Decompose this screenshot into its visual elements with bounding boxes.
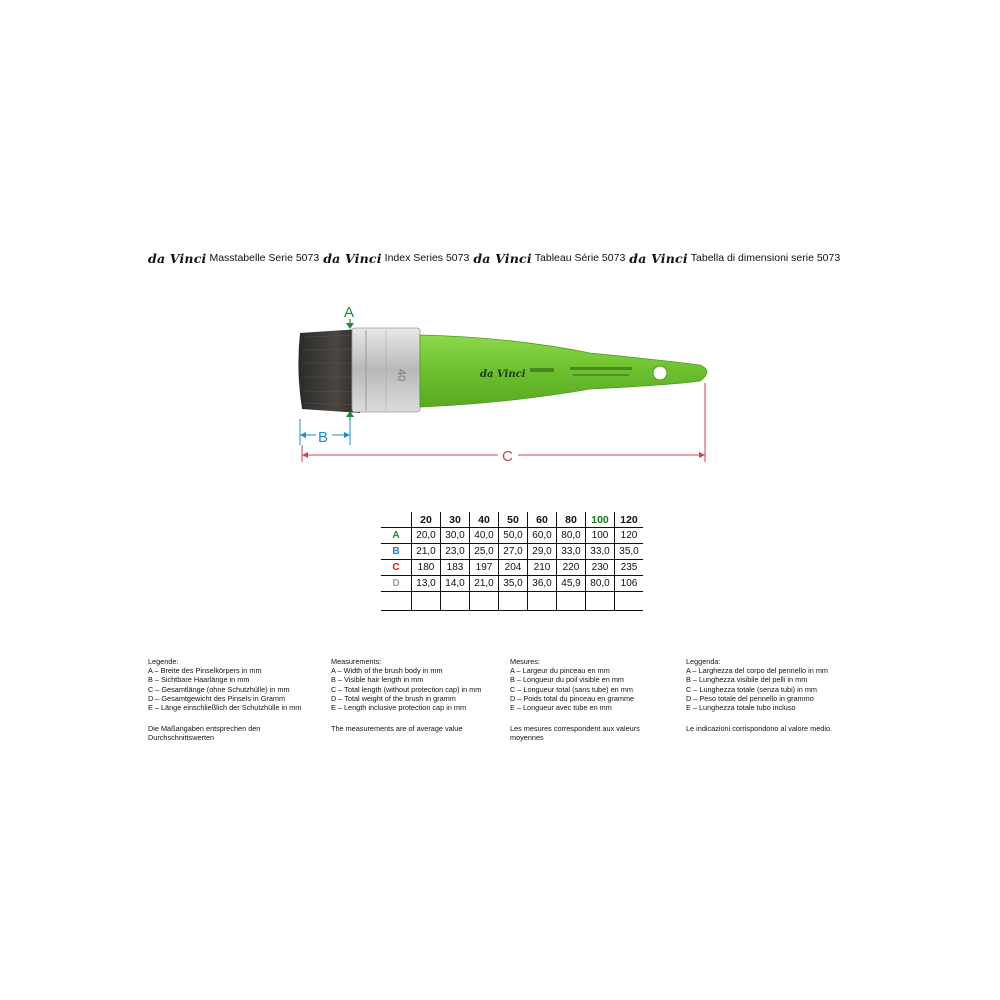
legend-line: B – Visible hair length in mm [331,675,424,685]
legend-line: A – Larghezza del corpo del pennello in mm [686,666,828,676]
table-cell: 50,0 [499,528,528,544]
table-cell: 20,0 [412,528,441,544]
table-cell: 33,0 [586,544,615,560]
table-cell: 45,9 [557,576,586,592]
handle-print-marks [573,374,629,376]
table-row [381,576,643,592]
table-cell: 100 [586,528,615,544]
legend-title: Leggenda: [686,657,721,666]
legend-note: Le indicazioni corrispondono al valore medio. [686,724,833,734]
size-header: 50 [499,512,528,528]
brush-diagram [290,295,720,470]
size-header: 20 [412,512,441,528]
legend-line: E – Longueur avec tube en mm [510,703,612,713]
table-cell: 35,0 [499,576,528,592]
table-cell: 13,0 [412,576,441,592]
header-segment-de: Masstabelle Serie 5073 [209,252,320,264]
legend-line: A – Breite des Pinselkörpers in mm [148,666,262,676]
table-cell: 204 [499,560,528,576]
table-cell-empty [499,592,528,611]
table-cell: 197 [470,560,499,576]
table-cell: 60,0 [528,528,557,544]
table-cell: 21,0 [470,576,499,592]
table-cell: 30,0 [441,528,470,544]
legend-line: A – Largeur du pinceau en mm [510,666,610,676]
dimension-label-a: A [344,304,355,321]
table-cell-empty [381,592,412,611]
legend-line: C – Gesamtlänge (ohne Schutzhülle) in mm [148,684,290,694]
legend-line: A – Width of the brush body in mm [331,666,443,676]
brand-logo: da Vinci [473,250,532,266]
table-row [381,528,643,544]
table-cell: 25,0 [470,544,499,560]
legend-note: The measurements are of average value [331,724,463,734]
table-cell: 35,0 [615,544,644,560]
table-cell: 23,0 [441,544,470,560]
legend-line: E – Länge einschließlich der Schutzhülle in mm [148,703,302,713]
legend-line: C – Longueur total (sans tube) en mm [510,684,633,694]
legend-line: B – Lunghezza visibile del pelli in mm [686,675,808,685]
handle-print-marks [570,367,632,370]
table-cell: 120 [615,528,644,544]
header-segment-it: Tabella di dimensioni serie 5073 [690,252,841,264]
table-cell-empty [470,592,499,611]
handle-brand: da Vinci [480,369,526,380]
legend-line: C – Lunghezza totale (senza tubi) in mm [686,684,818,694]
table-cell-empty [412,592,441,611]
header-segment-en: Index Series 5073 [384,252,470,264]
size-header: 120 [615,512,644,528]
size-table [381,512,643,611]
handle-print-marks [530,368,554,372]
table-cell: 80,0 [557,528,586,544]
table-cell: 210 [528,560,557,576]
row-label: B [381,544,412,560]
legend-line: B – Longueur du poil visible en mm [510,675,624,685]
ferrule-size-mark: 40 [395,369,407,382]
size-header: 60 [528,512,557,528]
handle-hang-hole [653,366,667,380]
table-cell: 183 [441,560,470,576]
legend-line: D – Total weight of the brush in gramm [331,693,456,703]
table-cell: 220 [557,560,586,576]
legend-line: D – Gesamtgewicht des Pinsels in Gramm [148,693,286,703]
size-header: 40 [470,512,499,528]
table-cell: 36,0 [528,576,557,592]
size-header: 100 [586,512,615,528]
legend-line: D – Poids total du pinceau en gramme [510,693,635,703]
legend-line: B – Sichtbare Haarlänge in mm [148,675,250,685]
brush-hair [298,329,360,413]
table-cell: 80,0 [586,576,615,592]
legend-note: Les mesures correspondent aux valeurs moyennes [510,724,640,743]
table-cell-empty [557,592,586,611]
size-table-wrapper [381,512,643,611]
header-segment-fr: Tableau Série 5073 [534,252,626,264]
brand-logo: da Vinci [148,250,207,266]
dimension-label-c: C [502,448,513,465]
legend-line: E – Lunghezza totale tubo incluso [686,703,796,713]
table-empty-row [381,592,643,611]
legend-line: D – Peso totale del pennello in grammo [686,693,814,703]
table-cell: 235 [615,560,644,576]
legend-german [148,657,323,743]
table-row [381,544,643,560]
legend-line: E – Length inclusive protection cap in mm [331,703,467,713]
table-cell: 33,0 [557,544,586,560]
legend-line: C – Total length (without protection cap) in mm [331,684,482,694]
table-cell-empty [528,592,557,611]
legend-title: Measurements: [331,657,382,666]
brand-logo: da Vinci [323,250,382,266]
brand-logo: da Vinci [629,250,688,266]
page-header [148,250,868,266]
table-corner [381,512,412,528]
legend-title: Mesures: [510,657,541,666]
table-cell: 40,0 [470,528,499,544]
table-header-row [381,512,643,528]
legend-french [510,657,685,743]
row-label: C [381,560,412,576]
table-cell: 230 [586,560,615,576]
table-cell-empty [615,592,644,611]
dimension-label-b: B [318,429,329,446]
table-cell-empty [441,592,470,611]
size-header: 80 [557,512,586,528]
row-label: D [381,576,412,592]
legend-title: Legende: [148,657,179,666]
size-header: 30 [441,512,470,528]
table-cell: 27,0 [499,544,528,560]
table-cell: 180 [412,560,441,576]
row-label: A [381,528,412,544]
table-cell: 21,0 [412,544,441,560]
table-cell: 106 [615,576,644,592]
table-cell: 14,0 [441,576,470,592]
table-row [381,560,643,576]
table-cell: 29,0 [528,544,557,560]
table-cell-empty [586,592,615,611]
legend-english [331,657,506,733]
legend-note: Die Maßangaben entsprechen den Durchschnittswerten [148,724,261,743]
legend-italian [686,657,861,733]
